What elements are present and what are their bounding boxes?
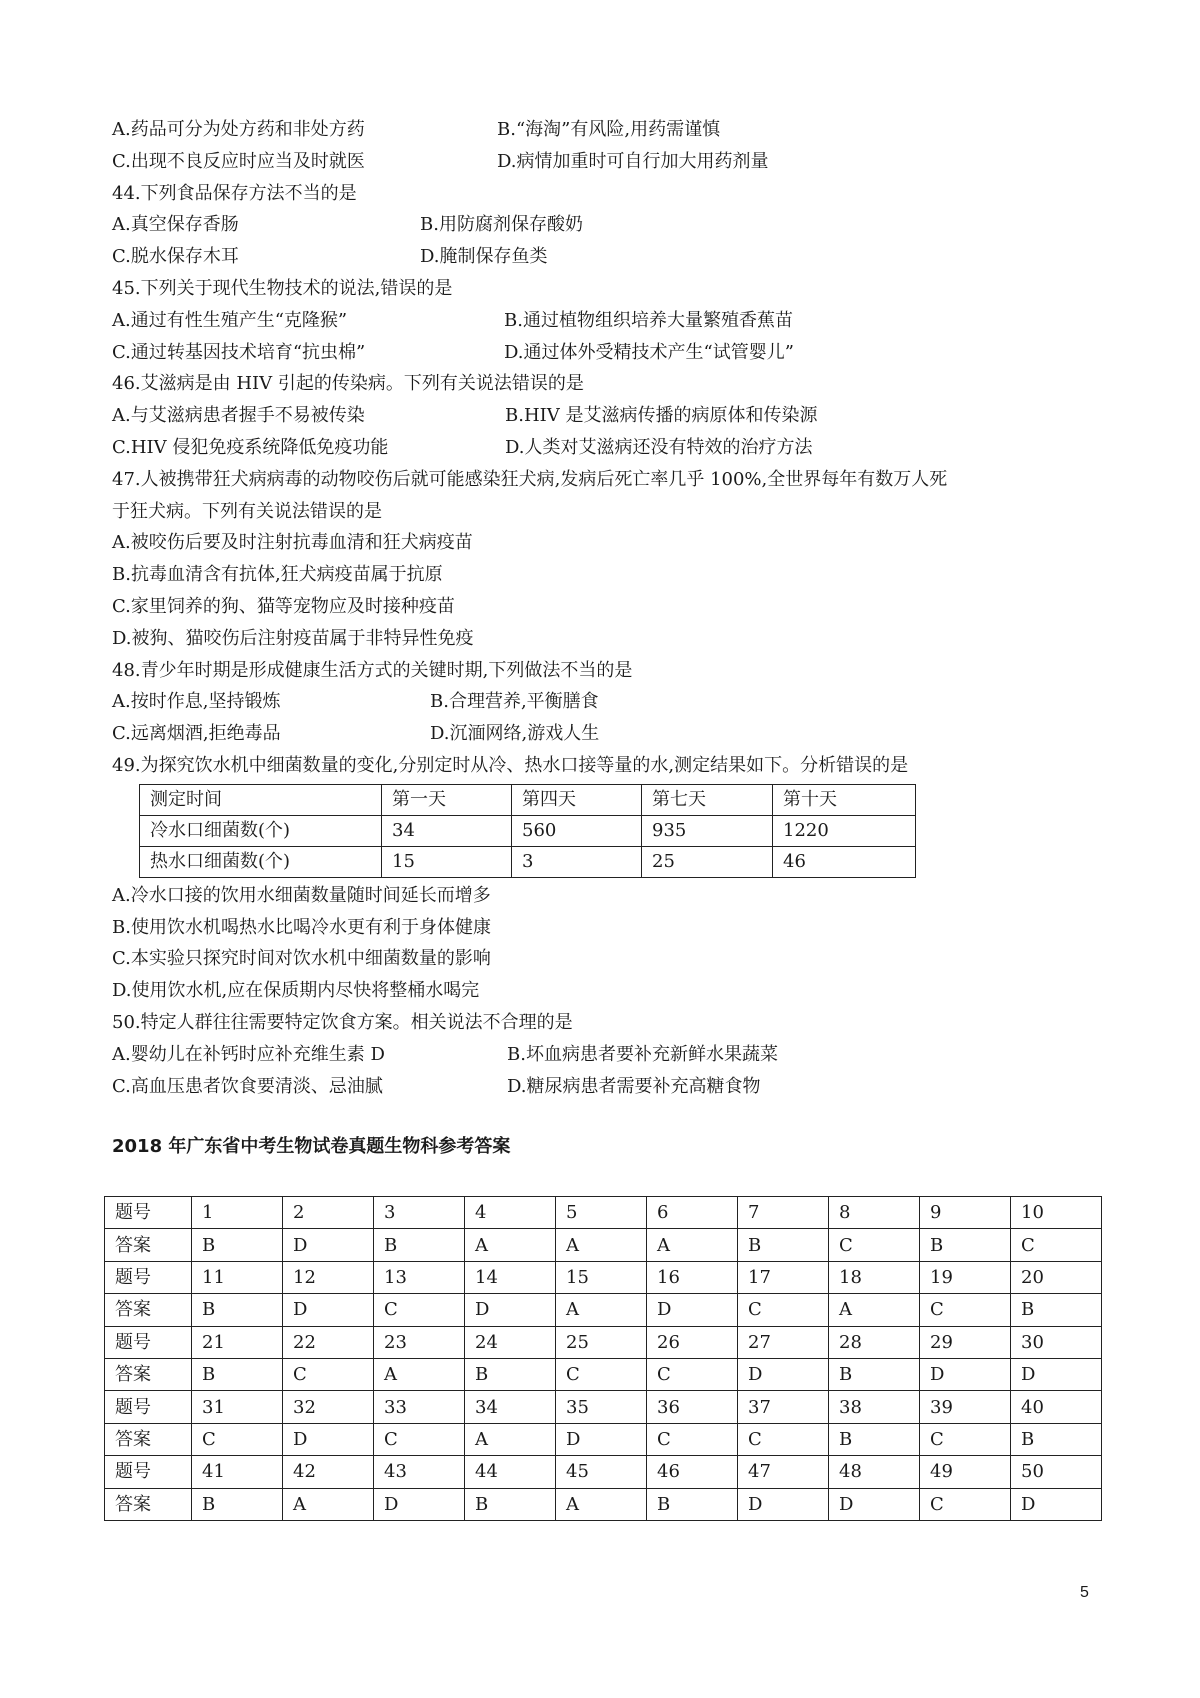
answer-number-row [105,1326,1102,1358]
table-cell: 3 [512,846,642,877]
question-number-cell: 8 [829,1197,920,1229]
question-number-cell: 44 [465,1456,556,1488]
q49-option-b: B.使用饮水机喝热水比喝冷水更有利于身体健康 [112,916,491,938]
q47-option-b: B.抗毒血清含有抗体,狂犬病疫苗属于抗原 [112,564,443,586]
question-number-cell: 42 [283,1456,374,1488]
answer-cell: C [738,1423,829,1455]
answer-cell: A [556,1229,647,1261]
question-number-cell: 18 [829,1261,920,1293]
question-number-cell: 48 [829,1456,920,1488]
table-header-cell: 第一天 [382,784,512,815]
table-header-cell: 第七天 [642,784,773,815]
question-number-cell: 33 [374,1391,465,1423]
q48-option-row-2 [112,718,1102,750]
question-number-cell: 16 [647,1261,738,1293]
q50-option-b: B.坏血病患者要补充新鲜水果蔬菜 [507,1043,778,1065]
q43-option-a: A.药品可分为处方药和非处方药 [112,119,365,140]
question-number-cell: 17 [738,1261,829,1293]
question-number-cell: 39 [920,1391,1011,1423]
answer-cell: B [1011,1294,1102,1326]
table-cell: 15 [382,846,512,877]
question-number-cell: 14 [465,1261,556,1293]
q43-option-d: D.病情加重时可自行加大用药剂量 [497,150,769,172]
q44-option-d: D.腌制保存鱼类 [420,246,548,268]
answer-cell: B [829,1423,920,1455]
answer-number-row [105,1456,1102,1488]
answer-cell: D [374,1488,465,1520]
q48-stem: 48.青少年时期是形成健康生活方式的关键时期,下列做法不当的是 [112,659,633,681]
answer-cell: A [556,1488,647,1520]
answer-letter-row [105,1294,1102,1326]
answer-cell: D [283,1229,374,1261]
q48-option-b: B.合理营养,平衡膳食 [430,691,599,713]
answer-cell: D [1011,1488,1102,1520]
q46-option-d: D.人类对艾滋病还没有特效的治疗方法 [505,436,813,458]
q46-option-b: B.HIV 是艾滋病传播的病原体和传染源 [505,405,818,427]
q45-option-row-2 [112,337,1102,369]
question-number-cell: 29 [920,1326,1011,1358]
answer-number-row [105,1197,1102,1229]
answer-cell: B [465,1358,556,1390]
q47-option-d: D.被狗、猫咬伤后注射疫苗属于非特异性免疫 [112,627,474,649]
table-header-cell: 第十天 [773,784,916,815]
answer-cell: C [920,1294,1011,1326]
answer-cell: B [374,1229,465,1261]
answer-letter-row [105,1229,1102,1261]
answer-cell: A [647,1229,738,1261]
answer-cell: D [647,1294,738,1326]
q44-option-b: B.用防腐剂保存酸奶 [420,214,583,236]
q43-option-b: B.“海淘”有风险,用药需谨慎 [497,119,721,140]
question-number-cell: 28 [829,1326,920,1358]
q47-option-c: C.家里饲养的狗、猫等宠物应及时接种疫苗 [112,595,455,617]
answer-cell: D [920,1358,1011,1390]
q46-option-c: C.HIV 侵犯免疫系统降低免疫功能 [112,436,389,458]
question-number-cell: 30 [1011,1326,1102,1358]
answer-cell: D [738,1488,829,1520]
answer-cell: D [465,1294,556,1326]
answer-cell: A [283,1488,374,1520]
answer-cell: C [920,1488,1011,1520]
answer-cell: D [1011,1358,1102,1390]
row-label-answer: 答案 [105,1358,192,1390]
q49-option-a: A.冷水口接的饮用水细菌数量随时间延长而增多 [112,884,491,906]
answer-cell: C [1011,1229,1102,1261]
question-number-cell: 46 [647,1456,738,1488]
q47-stem-line-1: 47.人被携带狂犬病病毒的动物咬伤后就可能感染狂犬病,发病后死亡率几乎 100%,全世界每年有数万人死 [112,468,948,490]
question-number-cell: 45 [556,1456,647,1488]
question-number-cell: 4 [465,1197,556,1229]
q46-stem: 46.艾滋病是由 HIV 引起的传染病。下列有关说法错误的是 [112,373,584,395]
q44-option-a: A.真空保存香肠 [112,214,239,236]
answer-cell: A [465,1229,556,1261]
answer-cell: C [647,1358,738,1390]
question-number-cell: 20 [1011,1261,1102,1293]
q48-option-row-1 [112,686,1102,718]
q50-option-d: D.糖尿病患者需要补充高糖食物 [507,1075,761,1097]
answer-cell: C [647,1423,738,1455]
q43-option-row-1 [112,114,1102,146]
answer-cell: C [192,1423,283,1455]
row-label-number: 题号 [105,1197,192,1229]
row-label-answer: 答案 [105,1423,192,1455]
q46-option-a: A.与艾滋病患者握手不易被传染 [112,405,365,427]
row-label-number: 题号 [105,1261,192,1293]
answer-key-table [104,1196,1102,1521]
q50-option-c: C.高血压患者饮食要清淡、忌油腻 [112,1075,383,1097]
question-number-cell: 38 [829,1391,920,1423]
question-number-cell: 10 [1011,1197,1102,1229]
q45-option-row-1 [112,305,1102,337]
q49-option-c: C.本实验只探究时间对饮水机中细菌数量的影响 [112,948,491,970]
question-number-cell: 47 [738,1456,829,1488]
table-cell: 25 [642,846,773,877]
question-number-cell: 23 [374,1326,465,1358]
question-number-cell: 36 [647,1391,738,1423]
answer-cell: C [829,1229,920,1261]
answer-cell: B [192,1488,283,1520]
table-header-cell: 测定时间 [140,784,382,815]
q50-option-row-2 [112,1071,1102,1103]
answer-cell: C [374,1423,465,1455]
answer-cell: A [465,1423,556,1455]
question-number-cell: 43 [374,1456,465,1488]
page-number: 5 [1080,1584,1089,1601]
question-number-cell: 7 [738,1197,829,1229]
answer-key-title: 2018 年广东省中考生物试卷真题生物科参考答案 [112,1136,511,1157]
question-number-cell: 40 [1011,1391,1102,1423]
q48-option-d: D.沉湎网络,游戏人生 [430,723,600,745]
q44-option-c: C.脱水保存木耳 [112,246,239,268]
q50-stem: 50.特定人群往往需要特定饮食方案。相关说法不合理的是 [112,1011,573,1033]
row-label-number: 题号 [105,1456,192,1488]
answer-cell: D [738,1358,829,1390]
row-label-number: 题号 [105,1326,192,1358]
answer-letter-row [105,1358,1102,1390]
q49-option-d: D.使用饮水机,应在保质期内尽快将整桶水喝完 [112,980,480,1002]
answer-cell: C [283,1358,374,1390]
answer-cell: D [283,1294,374,1326]
table-header-cell: 第四天 [512,784,642,815]
answer-cell: B [647,1488,738,1520]
question-number-cell: 11 [192,1261,283,1293]
question-number-cell: 25 [556,1326,647,1358]
row-label-number: 题号 [105,1391,192,1423]
q44-stem: 44.下列食品保存方法不当的是 [112,182,357,204]
table-cell: 冷水口细菌数(个) [140,815,382,846]
answer-cell: B [738,1229,829,1261]
question-number-cell: 5 [556,1197,647,1229]
question-number-cell: 15 [556,1261,647,1293]
answer-cell: D [283,1423,374,1455]
table-cell: 34 [382,815,512,846]
answer-cell: B [465,1488,556,1520]
answer-letter-row [105,1488,1102,1520]
question-number-cell: 2 [283,1197,374,1229]
row-label-answer: 答案 [105,1294,192,1326]
question-number-cell: 9 [920,1197,1011,1229]
answer-cell: B [829,1358,920,1390]
answer-letter-row [105,1423,1102,1455]
q46-option-row-1 [112,400,1102,432]
table-cell: 热水口细菌数(个) [140,846,382,877]
table-cell: 46 [773,846,916,877]
q48-option-c: C.远离烟酒,拒绝毒品 [112,723,281,745]
question-number-cell: 32 [283,1391,374,1423]
question-number-cell: 22 [283,1326,374,1358]
question-number-cell: 3 [374,1197,465,1229]
table-cell: 935 [642,815,773,846]
question-number-cell: 27 [738,1326,829,1358]
q44-option-row-2 [112,241,1102,273]
q47-stem-line-2: 于狂犬病。下列有关说法错误的是 [112,500,382,522]
q47-option-a: A.被咬伤后要及时注射抗毒血清和狂犬病疫苗 [112,532,473,554]
question-number-cell: 24 [465,1326,556,1358]
question-number-cell: 1 [192,1197,283,1229]
table-cell: 1220 [773,815,916,846]
question-number-cell: 35 [556,1391,647,1423]
q43-option-row-2 [112,146,1102,178]
table-header-row [140,784,916,815]
q43-option-c: C.出现不良反应时应当及时就医 [112,150,365,172]
question-number-cell: 6 [647,1197,738,1229]
q45-option-c: C.通过转基因技术培育“抗虫棉” [112,341,366,363]
answer-cell: A [829,1294,920,1326]
question-number-cell: 13 [374,1261,465,1293]
q45-option-d: D.通过体外受精技术产生“试管婴儿” [504,341,794,363]
answer-number-row [105,1261,1102,1293]
answer-cell: D [556,1423,647,1455]
answer-cell: C [920,1423,1011,1455]
answer-cell: A [556,1294,647,1326]
answer-cell: C [738,1294,829,1326]
question-number-cell: 31 [192,1391,283,1423]
answer-number-row [105,1391,1102,1423]
q45-option-b: B.通过植物组织培养大量繁殖香蕉苗 [504,309,793,331]
question-number-cell: 50 [1011,1456,1102,1488]
q48-option-a: A.按时作息,坚持锻炼 [112,691,281,713]
answer-cell: B [1011,1423,1102,1455]
row-label-answer: 答案 [105,1229,192,1261]
q49-stem: 49.为探究饮水机中细菌数量的变化,分别定时从冷、热水口接等量的水,测定结果如下。分析错误的是 [112,754,909,776]
question-number-cell: 19 [920,1261,1011,1293]
question-number-cell: 26 [647,1326,738,1358]
q50-option-row-1 [112,1039,1102,1071]
bacteria-count-table [139,784,916,878]
question-number-cell: 12 [283,1261,374,1293]
q45-option-a: A.通过有性生殖产生“克隆猴” [112,309,348,331]
row-label-answer: 答案 [105,1488,192,1520]
question-number-cell: 41 [192,1456,283,1488]
question-number-cell: 37 [738,1391,829,1423]
question-number-cell: 21 [192,1326,283,1358]
answer-cell: B [920,1229,1011,1261]
question-number-cell: 34 [465,1391,556,1423]
table-cell: 560 [512,815,642,846]
q45-stem: 45.下列关于现代生物技术的说法,错误的是 [112,277,453,299]
answer-cell: C [556,1358,647,1390]
question-content [112,114,1102,1102]
answer-cell: A [374,1358,465,1390]
table-row [140,815,916,846]
answer-cell: D [829,1488,920,1520]
q50-option-a: A.婴幼儿在补钙时应补充维生素 D [112,1043,385,1065]
q44-option-row-1 [112,209,1102,241]
answer-cell: C [374,1294,465,1326]
answer-cell: B [192,1229,283,1261]
question-number-cell: 49 [920,1456,1011,1488]
q46-option-row-2 [112,432,1102,464]
answer-cell: B [192,1358,283,1390]
answer-cell: B [192,1294,283,1326]
table-row [140,846,916,877]
